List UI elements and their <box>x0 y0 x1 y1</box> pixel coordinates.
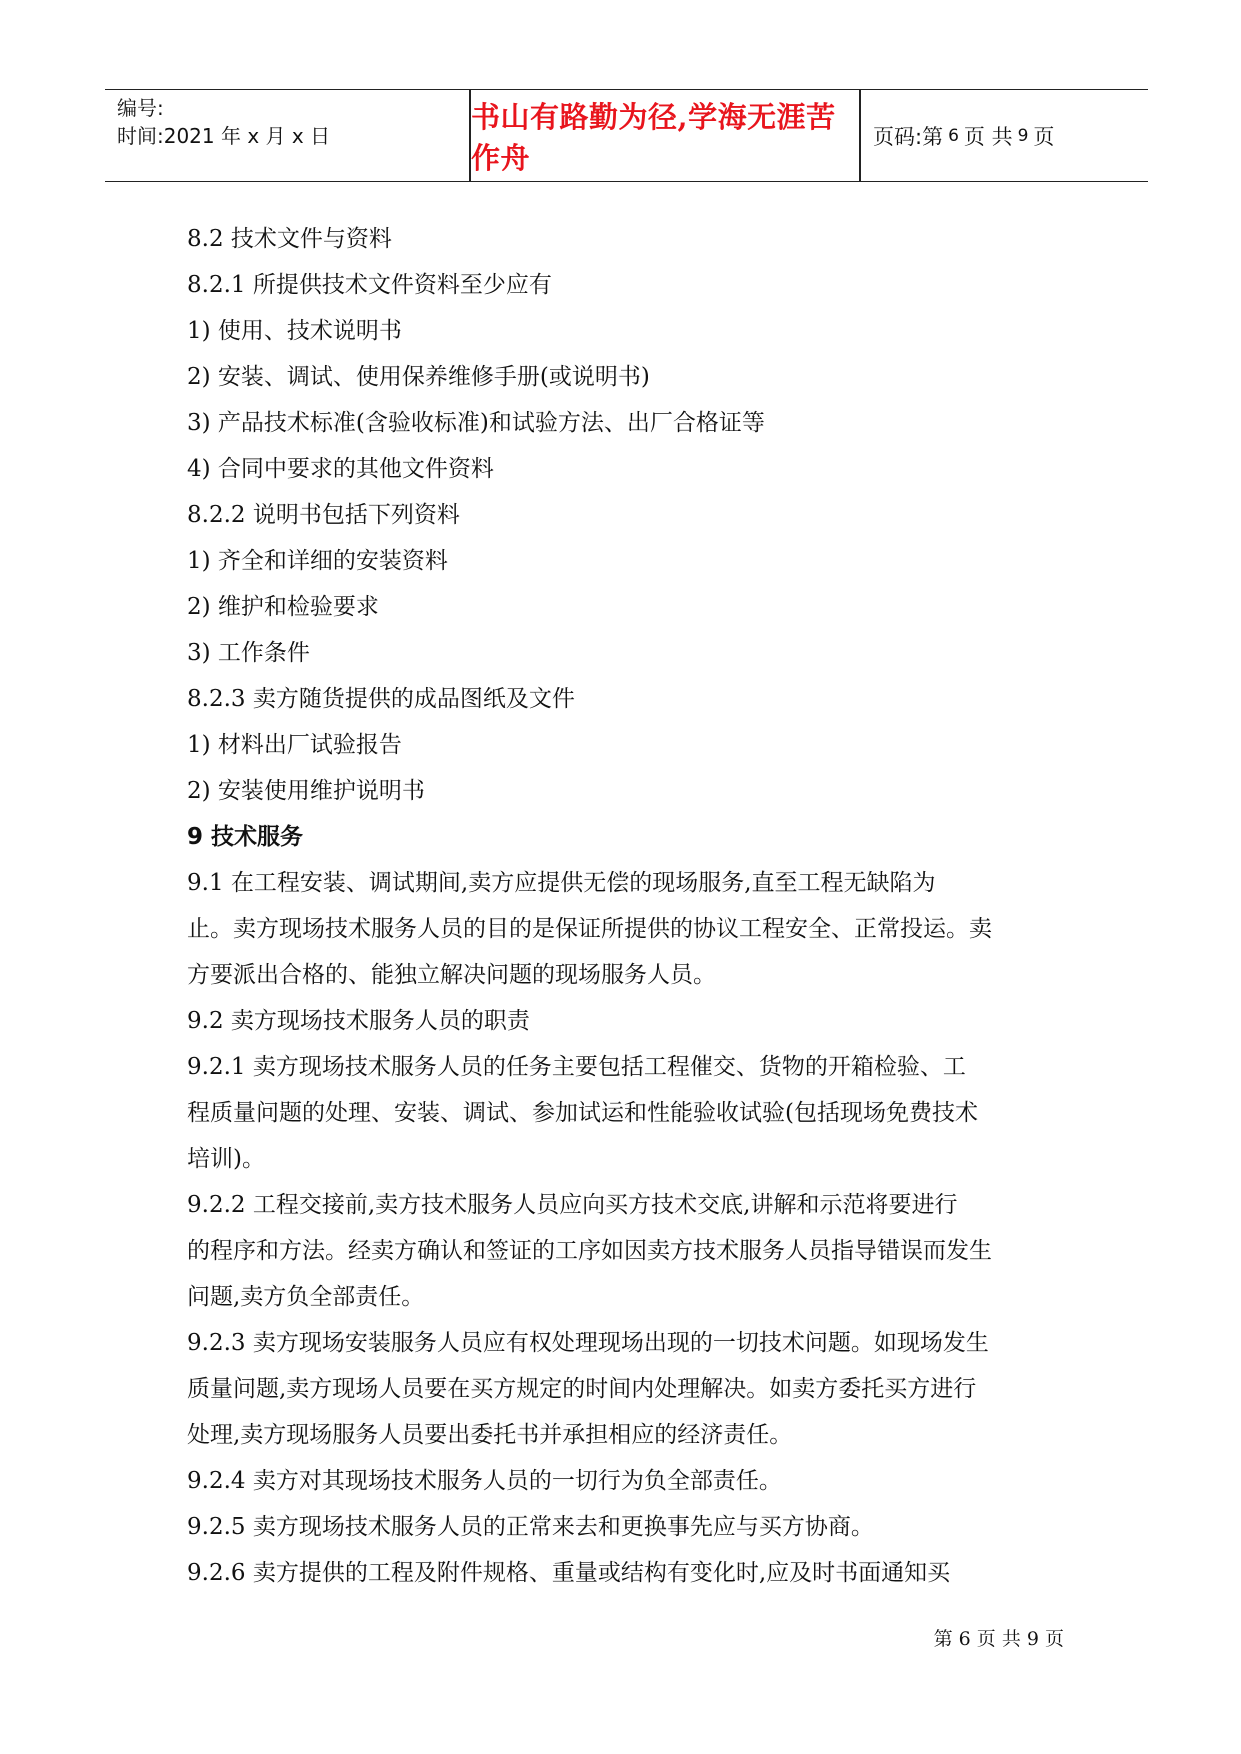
header-motto: 书山有路勤为径,学海无涯苦作舟 <box>471 99 836 175</box>
clause-9-2-1-line: 程质量问题的处理、安装、调试、参加试运和性能验收试验(包括现场免费技术 <box>187 1100 978 1126</box>
clause-9-2-3-line: 质量问题,卖方现场人员要在买方规定的时间内处理解决。如卖方委托买方进行 <box>187 1376 977 1402</box>
list-item: 4) 合同中要求的其他文件资料 <box>187 456 494 482</box>
clause-9-2-2-line: 的程序和方法。经卖方确认和签证的工序如因卖方技术服务人员指导错误而发生 <box>187 1238 992 1264</box>
clause-9-2-4: 9.2.4 卖方对其现场技术服务人员的一切行为负全部责任。 <box>187 1468 782 1494</box>
clause-9-2-1-line: 9.2.1 卖方现场技术服务人员的任务主要包括工程催交、货物的开箱检验、工 <box>187 1054 966 1080</box>
page-suffix: 页 <box>1033 124 1055 149</box>
clause-9-2-2-line: 9.2.2 工程交接前,卖方技术服务人员应向买方技术交底,讲解和示范将要进行 <box>187 1192 958 1218</box>
header-meta <box>117 94 467 150</box>
section-8-2-title: 8.2 技术文件与资料 <box>187 226 392 252</box>
list-item: 2) 安装使用维护说明书 <box>187 778 425 804</box>
list-item: 1) 材料出厂试验报告 <box>187 732 402 758</box>
clause-9-2: 9.2 卖方现场技术服务人员的职责 <box>187 1008 530 1034</box>
page-mid: 页 共 <box>963 124 1013 149</box>
clause-8-2-1: 8.2.1 所提供技术文件资料至少应有 <box>187 272 552 298</box>
document-body <box>187 216 1064 1596</box>
clause-9-2-6: 9.2.6 卖方提供的工程及附件规格、重量或结构有变化时,应及时书面通知买 <box>187 1560 951 1586</box>
page-footer: 第 6 页 共 9 页 <box>933 1628 1064 1650</box>
list-item: 2) 维护和检验要求 <box>187 594 379 620</box>
header-time-label: 时间:2021 年 x 月 x 日 <box>117 124 331 148</box>
clause-9-2-2-line: 问题,卖方负全部责任。 <box>187 1284 425 1310</box>
list-item: 1) 齐全和详细的安装资料 <box>187 548 448 574</box>
list-item: 1) 使用、技术说明书 <box>187 318 402 344</box>
clause-9-2-1-line: 培训)。 <box>187 1146 265 1172</box>
list-item: 3) 产品技术标准(含验收标准)和试验方法、出厂合格证等 <box>187 410 765 436</box>
clause-8-2-2: 8.2.2 说明书包括下列资料 <box>187 502 460 528</box>
clause-9-1-line: 方要派出合格的、能独立解决问题的现场服务人员。 <box>187 962 716 988</box>
header-number-label: 编号: <box>117 96 164 120</box>
clause-9-1-line: 止。卖方现场技术服务人员的目的是保证所提供的协议工程安全、正常投运。卖 <box>187 916 992 942</box>
page-current: 6 <box>948 125 959 146</box>
list-item: 3) 工作条件 <box>187 640 310 666</box>
clause-9-2-5: 9.2.5 卖方现场技术服务人员的正常来去和更换事先应与买方协商。 <box>187 1514 874 1540</box>
header-divider <box>859 90 861 181</box>
page-total: 9 <box>1017 125 1029 146</box>
section-9-heading: 9 技术服务 <box>187 824 304 850</box>
clause-9-1-line: 9.1 在工程安装、调试期间,卖方应提供无偿的现场服务,直至工程无缺陷为 <box>187 870 936 896</box>
page-header <box>105 89 1148 182</box>
header-page-number <box>873 90 1054 181</box>
clause-9-2-3-line: 9.2.3 卖方现场安装服务人员应有权处理现场出现的一切技术问题。如现场发生 <box>187 1330 989 1356</box>
clause-8-2-3: 8.2.3 卖方随货提供的成品图纸及文件 <box>187 686 575 712</box>
list-item: 2) 安装、调试、使用保养维修手册(或说明书) <box>187 364 650 390</box>
page-prefix: 页码:第 <box>873 124 944 149</box>
clause-9-2-3-line: 处理,卖方现场服务人员要出委托书并承担相应的经济责任。 <box>187 1422 793 1448</box>
